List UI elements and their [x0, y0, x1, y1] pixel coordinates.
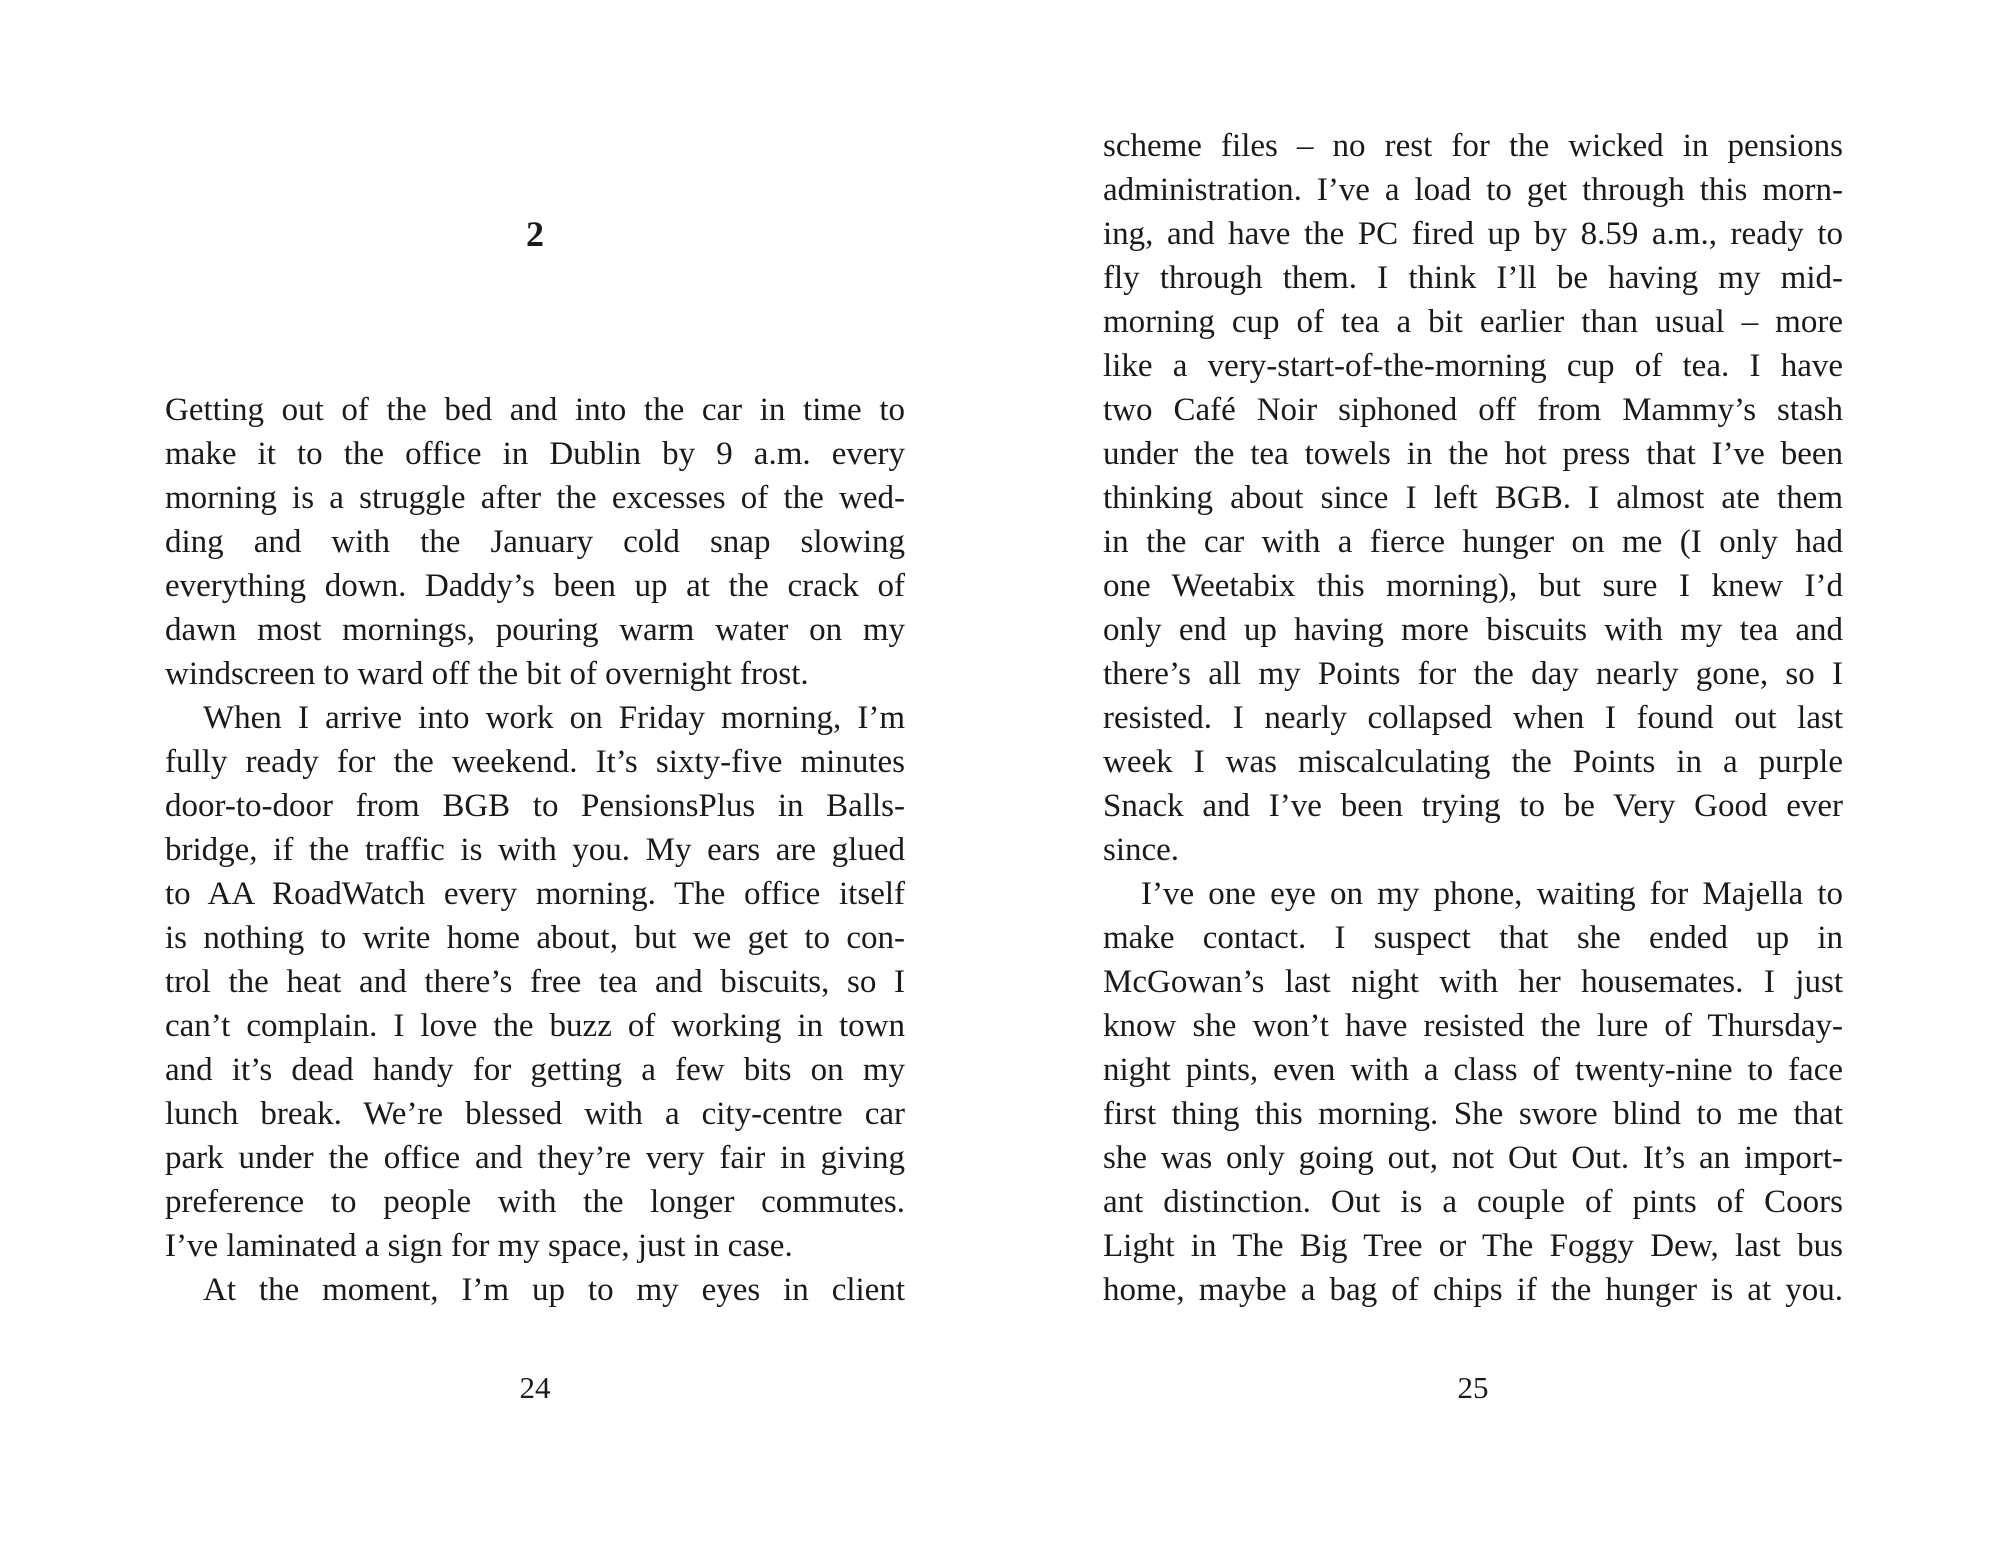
right-page-text	[1103, 124, 1843, 1312]
text-line: home, maybe a bag of chips if the hunger is at you.	[1103, 1272, 1843, 1308]
text-line: one Weetabix this morning), but sure I knew I’d	[1103, 568, 1843, 604]
chapter-number: 2	[526, 214, 544, 254]
text-line: and it’s dead handy for getting a few bits on my	[165, 1052, 905, 1088]
text-line: first thing this morning. She swore blind to me that	[1103, 1096, 1843, 1132]
text-line: like a very-start-of-the-morning cup of tea. I have	[1103, 348, 1843, 384]
text-line: make it to the office in Dublin by 9 a.m. every	[165, 436, 905, 472]
text-line: preference to people with the longer commutes.	[165, 1184, 905, 1220]
text-line: Light in The Big Tree or The Foggy Dew, last bus	[1103, 1228, 1843, 1264]
text-line: ding and with the January cold snap slowing	[165, 524, 905, 560]
text-line: morning is a struggle after the excesses of the wed-	[165, 480, 905, 516]
text-line: fly through them. I think I’ll be having my mid-	[1103, 260, 1843, 296]
text-line: ing, and have the PC fired up by 8.59 a.m., ready to	[1103, 216, 1843, 252]
text-line: thinking about since I left BGB. I almost ate them	[1103, 480, 1843, 516]
paragraph	[165, 696, 905, 1268]
text-line: dawn most mornings, pouring warm water on my	[165, 612, 905, 648]
text-line: fully ready for the weekend. It’s sixty-five minutes	[165, 744, 905, 780]
text-line: make contact. I suspect that she ended up in	[1103, 920, 1843, 956]
text-line: At the moment, I’m up to my eyes in client	[203, 1272, 905, 1308]
paragraph	[1103, 872, 1843, 1312]
left-page-text	[165, 388, 905, 1312]
text-line: two Café Noir siphoned off from Mammy’s stash	[1103, 392, 1843, 428]
text-line: can’t complain. I love the buzz of working in town	[165, 1008, 905, 1044]
text-line: lunch break. We’re blessed with a city-centre car	[165, 1096, 905, 1132]
text-line: McGowan’s last night with her housemates. I just	[1103, 964, 1843, 1000]
right-page	[1103, 0, 1843, 1559]
text-line: there’s all my Points for the day nearly gone, so I	[1103, 656, 1843, 692]
text-line: to AA RoadWatch every morning. The office itself	[165, 876, 905, 912]
paragraph	[165, 1268, 905, 1312]
text-line: windscreen to ward off the bit of overnight frost.	[165, 656, 809, 692]
text-line: night pints, even with a class of twenty-nine to face	[1103, 1052, 1843, 1088]
text-line: administration. I’ve a load to get through this morn-	[1103, 172, 1843, 208]
text-line: When I arrive into work on Friday morning, I’m	[203, 700, 905, 736]
text-line: in the car with a fierce hunger on me (I only had	[1103, 524, 1843, 560]
text-line: know she won’t have resisted the lure of Thursday-	[1103, 1008, 1843, 1044]
text-line: under the tea towels in the hot press that I’ve been	[1103, 436, 1843, 472]
page-number: 24	[519, 1370, 551, 1405]
text-line: I’ve laminated a sign for my space, just in case.	[165, 1228, 793, 1264]
text-line: she was only going out, not Out Out. It’s an import-	[1103, 1140, 1843, 1176]
text-line: door-to-door from BGB to PensionsPlus in Balls-	[165, 788, 905, 824]
text-line: ant distinction. Out is a couple of pints of Coors	[1103, 1184, 1843, 1220]
text-line: week I was miscalculating the Points in a purple	[1103, 744, 1843, 780]
text-line: park under the office and they’re very fair in giving	[165, 1140, 905, 1176]
text-line: Getting out of the bed and into the car in time to	[165, 392, 905, 428]
paragraph	[165, 388, 905, 696]
text-line: Snack and I’ve been trying to be Very Good ever	[1103, 788, 1843, 824]
text-line: I’ve one eye on my phone, waiting for Majella to	[1141, 876, 1843, 912]
text-line: resisted. I nearly collapsed when I found out last	[1103, 700, 1843, 736]
left-page	[165, 0, 905, 1559]
paragraph	[1103, 124, 1843, 872]
text-line: only end up having more biscuits with my tea and	[1103, 612, 1843, 648]
text-line: is nothing to write home about, but we get to con-	[165, 920, 905, 956]
text-line: since.	[1103, 832, 1180, 868]
text-line: everything down. Daddy’s been up at the crack of	[165, 568, 905, 604]
text-line: morning cup of tea a bit earlier than usual – more	[1103, 304, 1843, 340]
page-number: 25	[1457, 1370, 1489, 1405]
text-line: scheme files – no rest for the wicked in pensions	[1103, 128, 1843, 164]
text-line: trol the heat and there’s free tea and biscuits, so I	[165, 964, 905, 1000]
text-line: bridge, if the traffic is with you. My ears are glued	[165, 832, 905, 868]
